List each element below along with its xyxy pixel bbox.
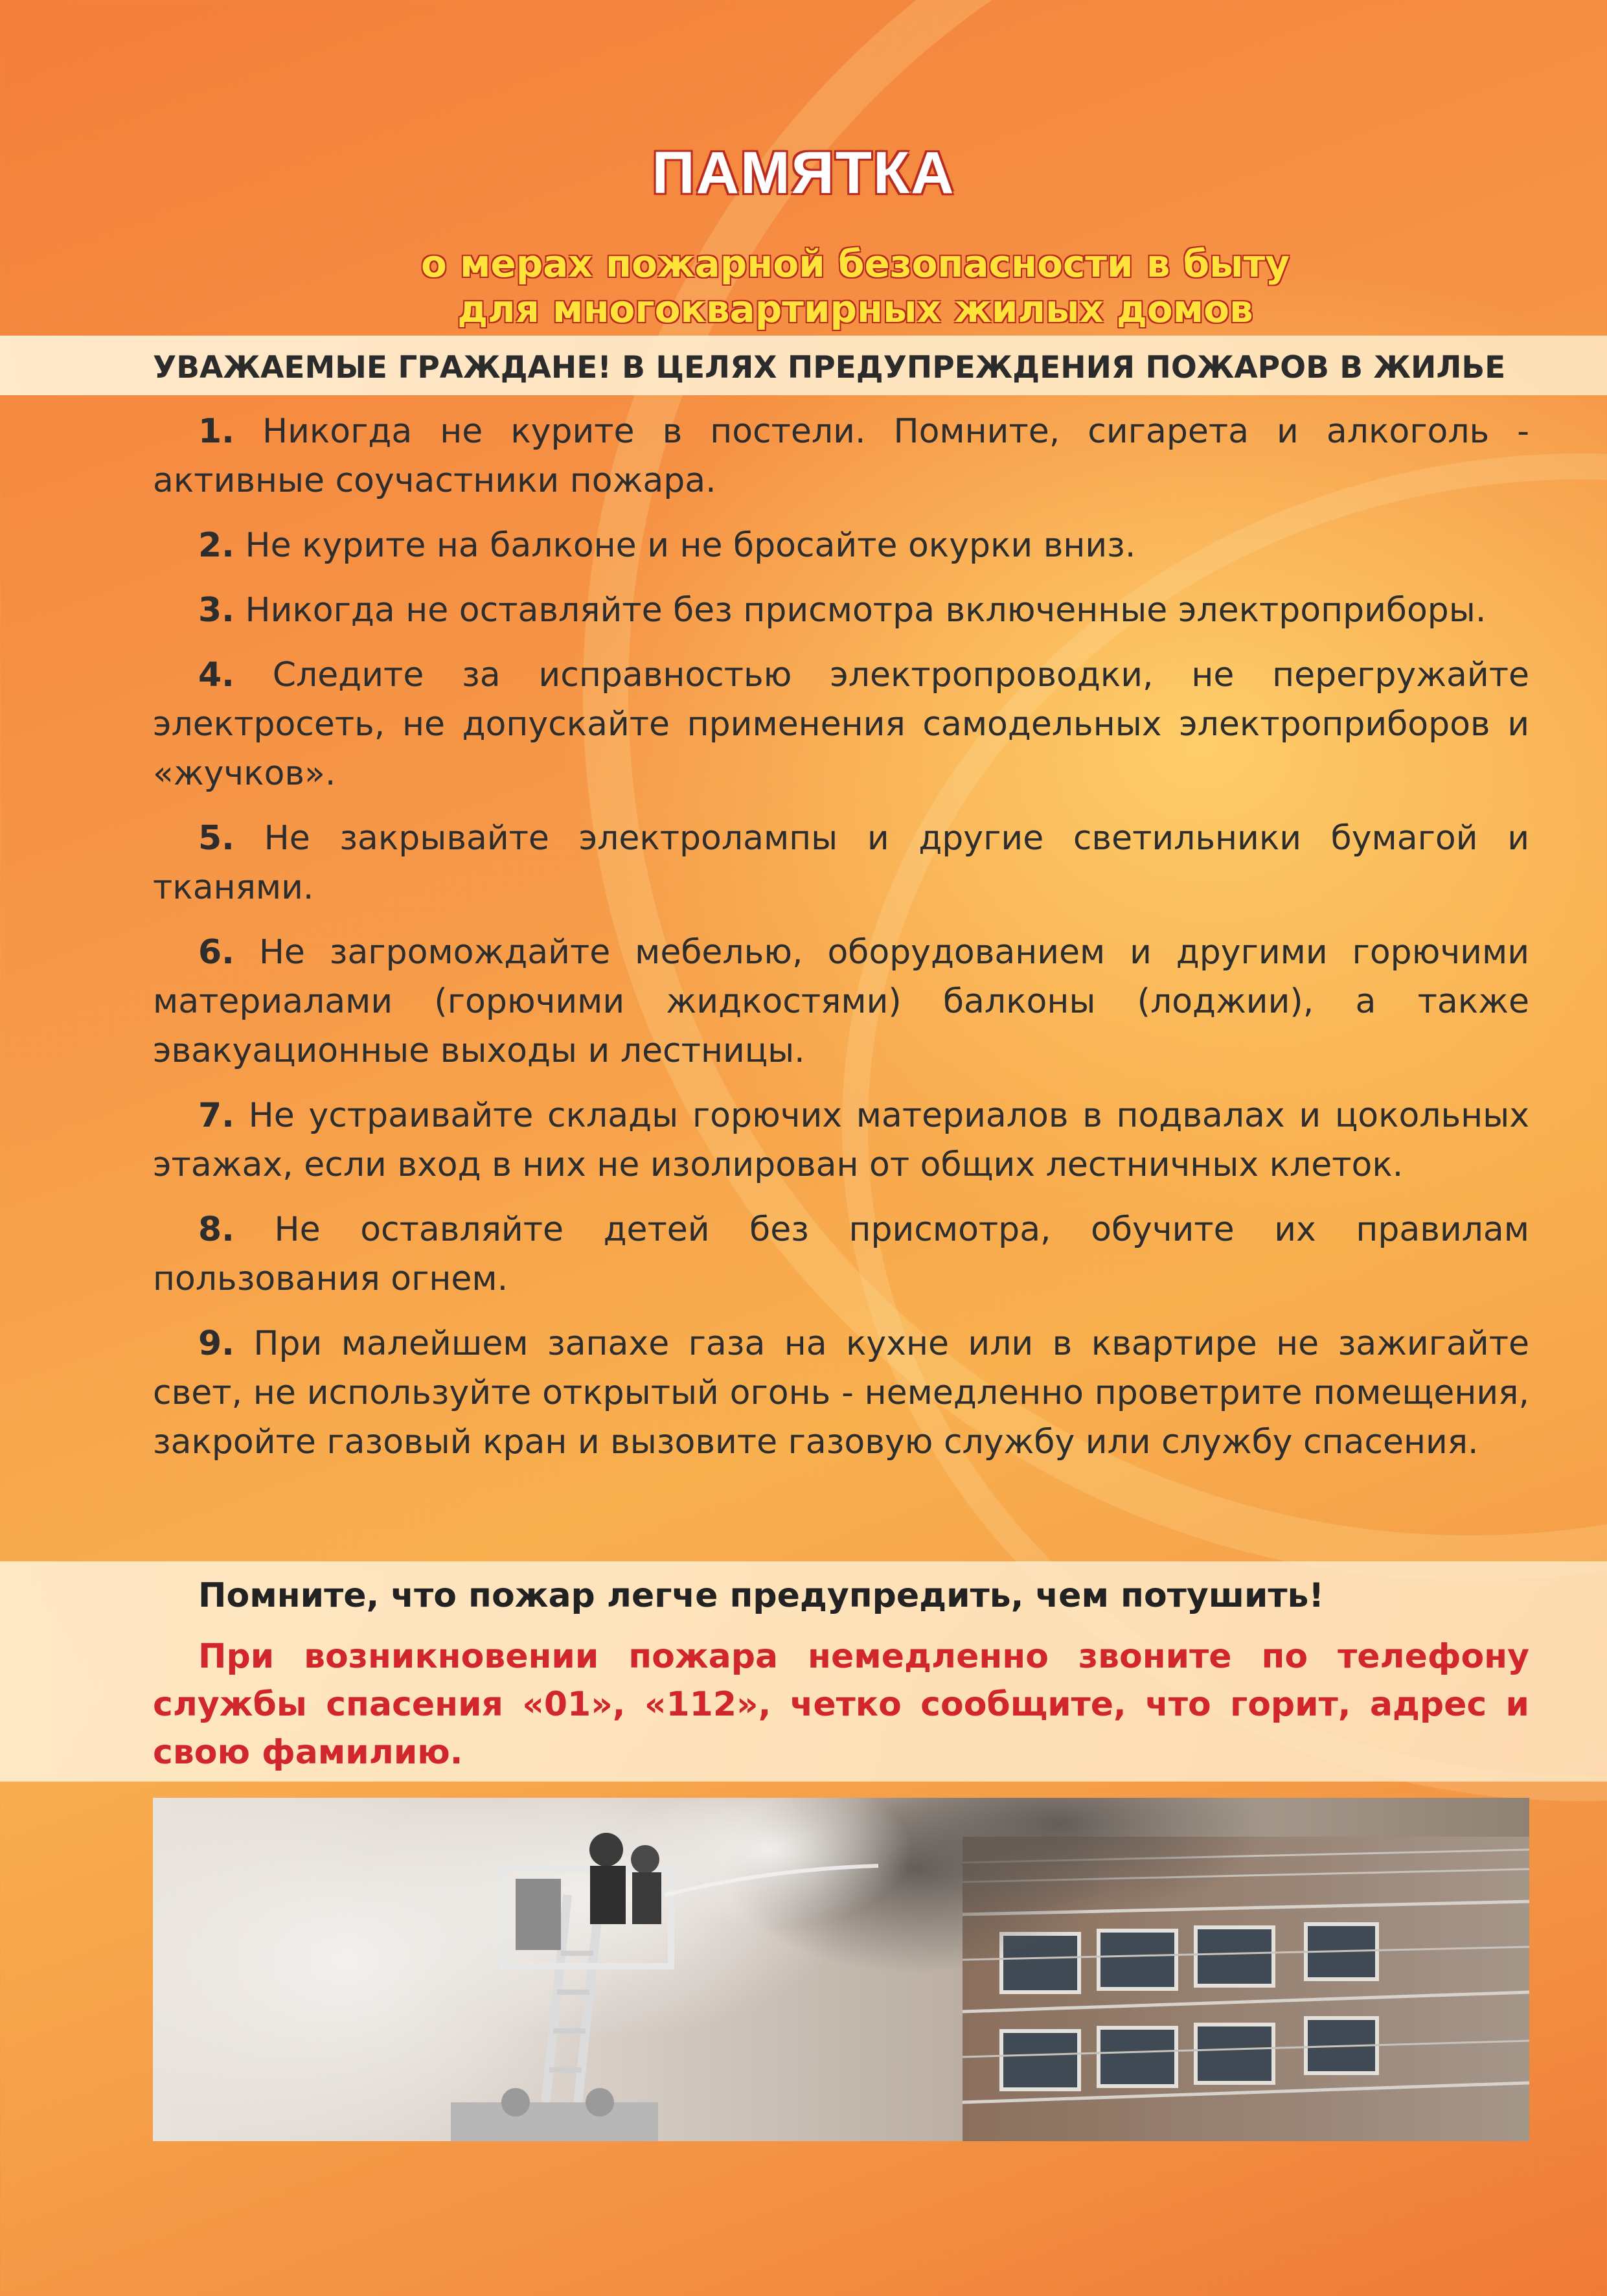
rule-number: 1. — [198, 412, 234, 451]
rule-item-1 — [153, 407, 1529, 505]
rule-text: При малейшем запахе газа на кухне или в квартире не зажигайте свет, не используйте открытый огонь - немедленно проветрите помещения, закройте газовый кран и вызовите газовую службу или службу спасения. — [153, 1324, 1529, 1462]
rule-item-6 — [153, 928, 1529, 1075]
rule-text: Не загромождайте мебелью, оборудованием и другими горючими материалами (горючими жидкостями) балконы (лоджии), а также эвакуационные выходы и лестницы. — [153, 933, 1529, 1070]
rule-item-4 — [153, 650, 1529, 798]
rule-text: Никогда не курите в постели. Помните, сигарета и алкоголь - активные соучастники пожара. — [153, 412, 1529, 500]
rule-item-8 — [153, 1205, 1529, 1303]
rule-item-5 — [153, 814, 1529, 912]
rule-text: Никогда не оставляйте без присмотра включенные электроприборы. — [234, 591, 1487, 630]
rules-list — [153, 407, 1529, 1482]
rule-number: 6. — [198, 933, 234, 972]
rule-text: Не курите на балконе и не бросайте окурки вниз. — [234, 526, 1136, 565]
rule-number: 5. — [198, 819, 234, 858]
rule-number: 2. — [198, 526, 234, 565]
rule-number: 4. — [198, 656, 234, 695]
rule-item-7 — [153, 1091, 1529, 1189]
emergency-call-note: При возникновении пожара немедленно звоните по телефону службы спасения «01», «112», четко сообщите, что горит, адрес и свою фамилию. — [153, 1637, 1529, 1772]
subtitle-line-2: для многоквартирных жилых домов — [457, 287, 1253, 331]
rule-number: 8. — [198, 1210, 234, 1249]
rule-number: 9. — [198, 1324, 234, 1363]
rule-text: Не закрывайте электролампы и другие светильники бумагой и тканями. — [153, 819, 1529, 907]
fire-rescue-photo — [153, 1798, 1529, 2141]
remember-note: Помните, что пожар легче предупредить, чем потушить! — [198, 1576, 1325, 1615]
rule-item-3 — [153, 586, 1529, 635]
rule-item-2 — [153, 521, 1529, 570]
rule-item-9 — [153, 1319, 1529, 1467]
rule-text: Не оставляйте детей без присмотра, обучите их правилам пользования огнем. — [153, 1210, 1529, 1298]
page-title: ПАМЯТКА — [652, 140, 955, 206]
intro-heading: УВАЖАЕМЫЕ ГРАЖДАНЕ! В ЦЕЛЯХ ПРЕДУПРЕЖДЕНИЯ ПОЖАРОВ В ЖИЛЬЕ — [153, 350, 1506, 385]
rule-text: Следите за исправностью электропроводки, не перегружайте электросеть, не допускайте применения самодельных электроприборов и «жучков». — [153, 656, 1529, 793]
fire-rescue-illustration — [153, 1798, 1529, 2141]
rule-number: 7. — [198, 1096, 234, 1135]
rule-number: 3. — [198, 591, 234, 630]
rule-text: Не устраивайте склады горючих материалов в подвалах и цокольных этажах, если вход в них не изолирован от общих лестничных клеток. — [153, 1096, 1529, 1184]
subtitle-line-1: о мерах пожарной безопасности в быту — [420, 242, 1290, 286]
